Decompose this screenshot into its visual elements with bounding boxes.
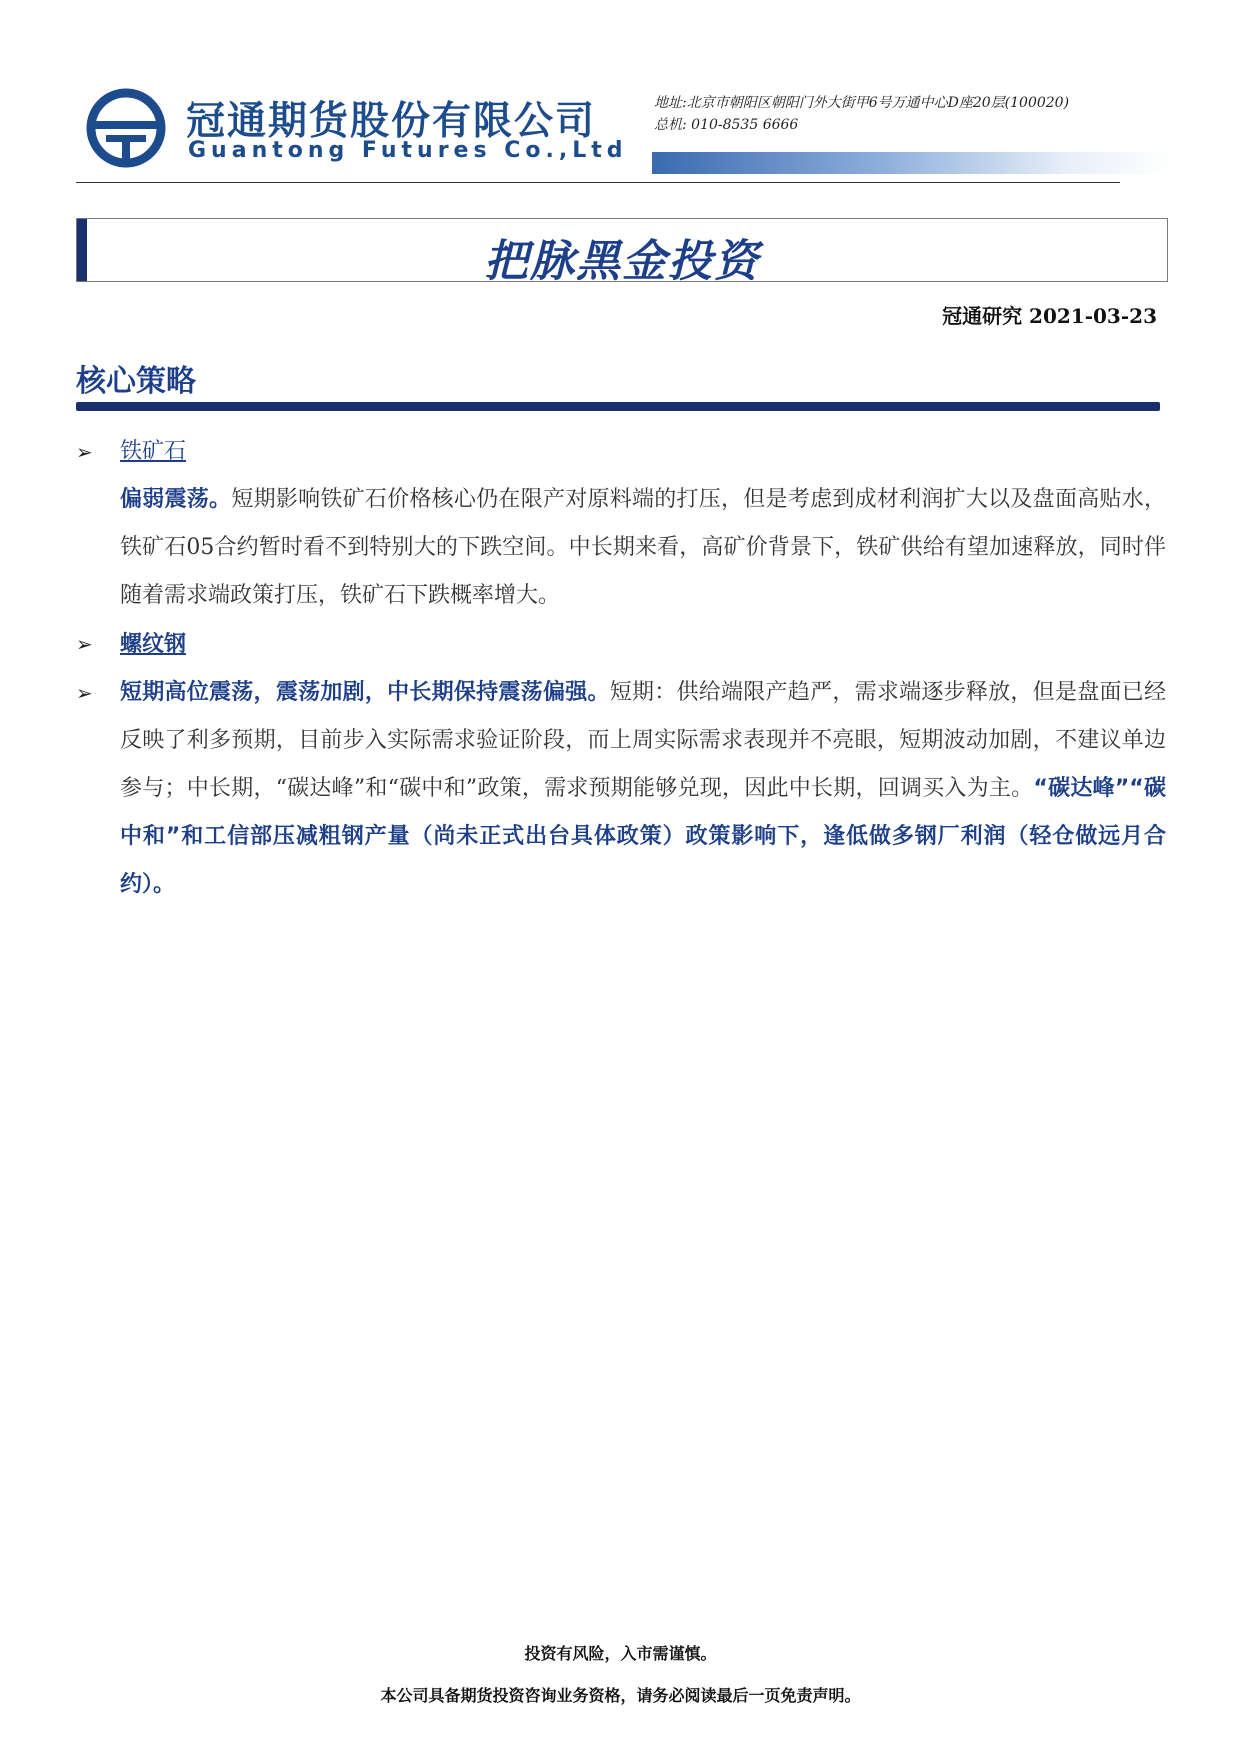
dateline: 冠通研究 2021-03-23 xyxy=(942,304,1157,328)
report-title: 把脉黑金投资 xyxy=(484,236,760,287)
list-item xyxy=(76,620,1166,669)
list-item xyxy=(76,428,1166,476)
item-text: 短期：供给端限产趋严，需求端逐步释放，但是盘面已经反映了利多预期，目前步入实际需求验证阶段，而上周实际需求表现并不亮眼，短期波动加剧，不建议单边参与；中长期，“碳达峰”和“碳中和”政策，需求预期能够兑现，因此中长期，回调买入为主。 xyxy=(120,680,1166,801)
arrow-bullet-icon: ➢ xyxy=(76,632,93,656)
disclaimer-note: 本公司具备期货投资咨询业务资格，请务必阅读最后一页免责声明。 xyxy=(380,1686,861,1705)
company-logo-icon xyxy=(86,88,166,168)
company-name-en: Guantong Futures Co.,Ltd xyxy=(188,138,628,163)
title-box xyxy=(76,218,1168,287)
header-gradient-bar xyxy=(652,152,1172,174)
risk-warning: 投资有风险，入市需谨慎。 xyxy=(524,1644,717,1663)
contact-info xyxy=(654,92,1069,136)
arrow-bullet-icon: ➢ xyxy=(76,681,93,705)
report-body xyxy=(76,428,1166,909)
address-text: 地址:北京市朝阳区朝阳门外大街甲6号万通中心D座20层(100020) xyxy=(654,95,1070,111)
item-heading-rebar[interactable]: 螺纹钢 xyxy=(120,631,187,657)
item-lead: 短期高位震荡，震荡加剧，中长期保持震荡偏强。 xyxy=(120,680,610,705)
item-lead: 偏弱震荡。 xyxy=(120,487,232,512)
company-name-cn: 冠通期货股份有限公司 xyxy=(186,99,597,144)
item-paragraph xyxy=(76,476,1166,620)
section-divider xyxy=(76,402,1160,411)
list-item xyxy=(76,669,1166,909)
phone-text: 总机: 010-8535 6666 xyxy=(654,117,799,133)
item-emphasis: “碳达峰”“碳中和”和工信部压减粗钢产量（尚未正式出台具体政策）政策影响下，逢低做多钢厂利润（轻仓做远月合约）。 xyxy=(120,776,1166,897)
section-title: 核心策略 xyxy=(76,364,196,399)
arrow-bullet-icon: ➢ xyxy=(76,440,93,464)
header-divider xyxy=(76,182,1120,183)
item-text: 短期影响铁矿石价格核心仍在限产对原料端的打压，但是考虑到成材利润扩大以及盘面高贴水，铁矿石05合约暂时看不到特别大的下跌空间。中长期来看，高矿价背景下，铁矿供给有望加速释放，同时伴随着需求端政策打压，铁矿石下跌概率增大。 xyxy=(120,487,1166,608)
item-heading-iron-ore[interactable]: 铁矿石 xyxy=(120,439,187,464)
